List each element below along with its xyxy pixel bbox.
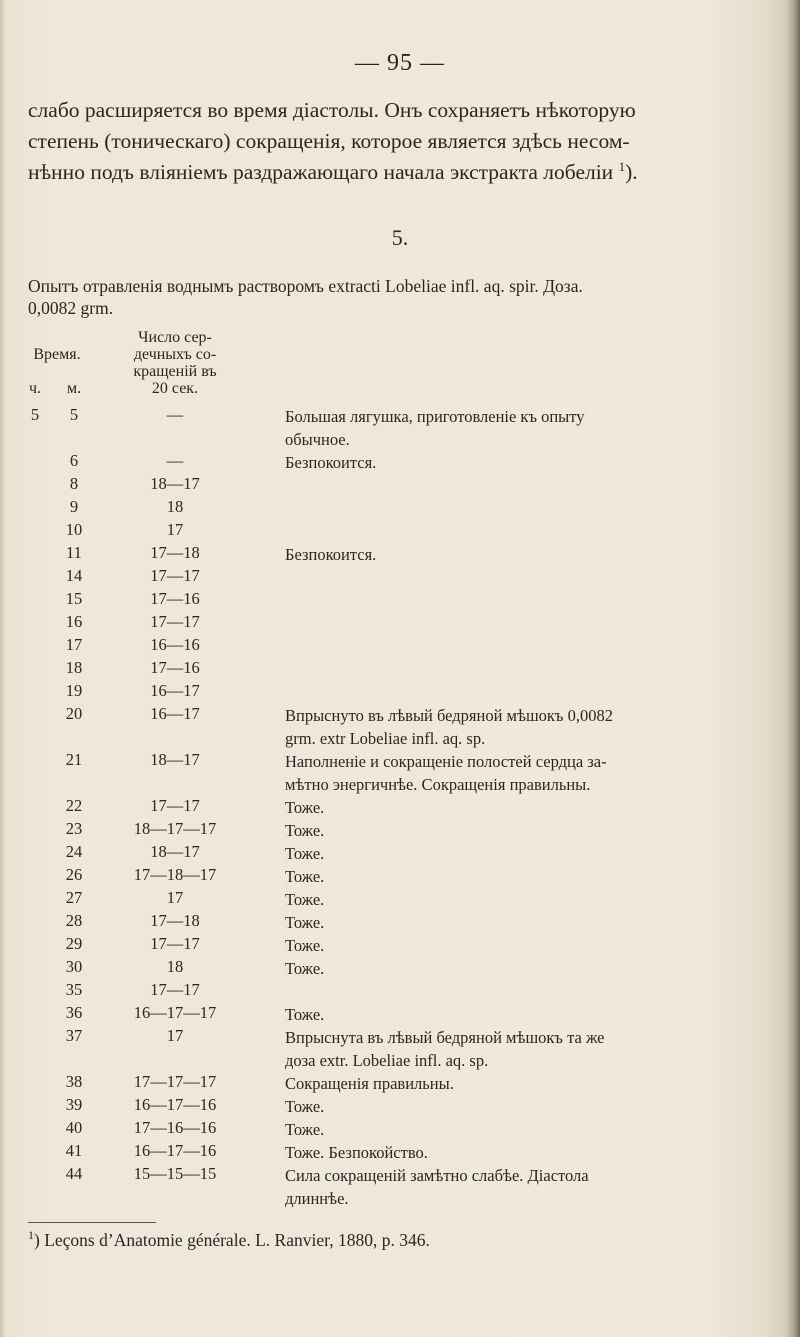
count-cell: 17—17 (150, 612, 200, 631)
count-cell: 18 (166, 957, 184, 976)
remark-cell (285, 865, 725, 888)
remark-cell (285, 1072, 725, 1095)
count-cell: 17—18 (150, 911, 200, 930)
paragraph-line-text: нѣнно подъ вліяніемъ раздражающаго начала экстракта лобеліи (28, 160, 614, 184)
minute-cell: 23 (65, 819, 83, 838)
minute-cell: 17 (65, 635, 83, 654)
minute-cell: 22 (65, 796, 83, 815)
remark-line: Тоже. (285, 890, 325, 909)
table-row (0, 635, 800, 658)
remark-line: Большая лягушка, приготовленіе къ опыту (285, 407, 585, 426)
minute-cell: 28 (65, 911, 83, 930)
count-header-line: Число сер- (138, 329, 212, 346)
remark-line: Безпокоится. (285, 545, 377, 564)
count-cell: 17—16 (150, 658, 200, 677)
count-cell: 18—17 (150, 750, 200, 769)
table-row (0, 658, 800, 681)
count-header-line: 20 сек. (151, 380, 199, 397)
table-row (0, 589, 800, 612)
table-row (0, 911, 800, 934)
remark-cell (285, 796, 725, 819)
minute-cell: 40 (65, 1118, 83, 1137)
remark-line: доза extr. Lobeliae infl. aq. sp. (285, 1051, 489, 1070)
count-cell: 18—17 (150, 474, 200, 493)
minute-cell: 8 (69, 474, 79, 493)
remark-cell (285, 1003, 725, 1026)
minute-cell: 29 (65, 934, 83, 953)
minute-cell: 35 (65, 980, 83, 999)
count-cell: 17—17 (150, 796, 200, 815)
count-cell: — (166, 405, 184, 424)
remark-cell (285, 957, 725, 980)
remark-line: grm. extr Lobeliae infl. aq. sp. (285, 729, 486, 748)
footnote (28, 1230, 728, 1251)
remark-cell (285, 1164, 725, 1210)
remark-line: обычное. (285, 430, 350, 449)
count-cell: 16—17 (150, 681, 200, 700)
minute-cell: 10 (65, 520, 83, 539)
remark-cell (285, 451, 725, 474)
remark-line: длиннѣе. (285, 1189, 349, 1208)
body-paragraph (28, 95, 728, 188)
count-cell: — (166, 451, 184, 470)
page-number: — 95 — (355, 50, 445, 76)
minute-cell: 18 (65, 658, 83, 677)
table-row (0, 796, 800, 819)
remark-line: Тоже. (285, 1097, 325, 1116)
remark-line: Тоже. (285, 844, 325, 863)
minute-cell: 16 (65, 612, 83, 631)
minute-cell: 9 (69, 497, 79, 516)
remark-line: Тоже. (285, 867, 325, 886)
time-column-header: Время. (33, 346, 81, 363)
remark-line: Сила сокращеній замѣтно слабѣе. Діастола (285, 1166, 589, 1185)
minute-cell: 30 (65, 957, 83, 976)
count-cell: 18—17 (150, 842, 200, 861)
minute-cell: 36 (65, 1003, 83, 1022)
footnote-rule (28, 1222, 156, 1223)
count-cell: 17 (166, 520, 184, 539)
minute-cell: 39 (65, 1095, 83, 1114)
table-row (0, 474, 800, 497)
count-cell: 16—16 (150, 635, 200, 654)
minute-cell: 19 (65, 681, 83, 700)
table-row (0, 497, 800, 520)
count-cell: 17—16 (150, 589, 200, 608)
remark-line: Наполненіе и сокращеніе полостей сердца за- (285, 752, 607, 771)
table-row (0, 520, 800, 543)
section-number: 5. (391, 225, 409, 250)
minute-cell: 15 (65, 589, 83, 608)
remark-line: Тоже. (285, 1120, 325, 1139)
remark-cell (285, 911, 725, 934)
count-cell: 16—17—17 (133, 1003, 217, 1022)
remark-cell (285, 819, 725, 842)
remark-line: Тоже. (285, 959, 325, 978)
table-row (0, 405, 800, 451)
footnote-mark-paren: ) (34, 1230, 45, 1250)
remark-line: Тоже. (285, 936, 325, 955)
minute-cell: 27 (65, 888, 83, 907)
minute-cell: 6 (69, 451, 79, 470)
intro-line: 0,0082 grm. (28, 298, 114, 318)
remark-cell (285, 750, 725, 796)
paragraph-line: степень (тоническаго) сокращенія, которое является здѣсь несом- (28, 129, 630, 153)
remark-line: Тоже. Безпокойство. (285, 1143, 428, 1162)
table-row (0, 681, 800, 704)
hour-cell: 5 (30, 405, 40, 424)
minute-cell: 44 (65, 1164, 83, 1183)
table-row (0, 543, 800, 566)
table-row (0, 888, 800, 911)
table-row (0, 1072, 800, 1095)
count-cell: 17 (166, 1026, 184, 1045)
remark-line: Тоже. (285, 913, 325, 932)
table-row (0, 451, 800, 474)
count-cell: 17 (166, 888, 184, 907)
count-cell: 17—17 (150, 980, 200, 999)
remark-line: Впрыснута въ лѣвый бедряной мѣшокъ та же (285, 1028, 605, 1047)
table-row (0, 566, 800, 589)
remark-cell (285, 704, 725, 750)
remark-line: Тоже. (285, 821, 325, 840)
remark-line: Тоже. (285, 1005, 325, 1024)
remark-cell (285, 842, 725, 865)
table-row (0, 612, 800, 635)
count-header-line: кращеній въ (133, 363, 217, 380)
minute-cell: 24 (65, 842, 83, 861)
count-header-line: дечныхъ со- (133, 346, 217, 363)
remark-cell (285, 934, 725, 957)
remark-cell (285, 1118, 725, 1141)
count-cell: 17—16—16 (133, 1118, 217, 1137)
remark-line: Безпокоится. (285, 453, 377, 472)
remark-line: Сокращенія правильны. (285, 1074, 454, 1093)
table-row (0, 1026, 800, 1072)
count-cell: 18 (166, 497, 184, 516)
minute-cell: 20 (65, 704, 83, 723)
table-row (0, 819, 800, 842)
minute-cell: 38 (65, 1072, 83, 1091)
hours-subheader: ч. (28, 380, 42, 397)
table-row (0, 842, 800, 865)
remark-cell (285, 543, 725, 566)
table-row (0, 980, 800, 1003)
experiment-intro (28, 275, 748, 319)
remark-cell (285, 405, 725, 451)
count-cell: 16—17—16 (133, 1095, 217, 1114)
remark-line: мѣтно энергичнѣе. Сокращенія правильны. (285, 775, 591, 794)
count-column-header (110, 329, 240, 397)
table-row (0, 957, 800, 980)
observation-table (0, 405, 800, 1210)
table-row (0, 1003, 800, 1026)
paragraph-line-last (28, 157, 728, 188)
remark-cell (285, 1095, 725, 1118)
paragraph-line: слабо расширяется во время діастолы. Онъ сохраняетъ нѣкоторую (28, 98, 636, 122)
table-row (0, 1118, 800, 1141)
count-cell: 16—17 (150, 704, 200, 723)
count-cell: 17—18 (150, 543, 200, 562)
table-row (0, 750, 800, 796)
paragraph-line-end: ). (625, 160, 638, 184)
intro-line: Опытъ отравленія воднымъ растворомъ extracti Lobeliae infl. aq. spir. Доза. (28, 276, 583, 296)
footnote-text: Leçons d’Anatomie générale. L. Ranvier, 1880, p. 346. (44, 1230, 430, 1250)
count-cell: 17—17 (150, 566, 200, 585)
table-row (0, 704, 800, 750)
remark-cell (285, 1026, 725, 1072)
count-cell: 17—17—17 (133, 1072, 217, 1091)
count-cell: 17—18—17 (133, 865, 217, 884)
footnote-reference: 1 (618, 158, 626, 174)
remark-line: Впрыснуто въ лѣвый бедряной мѣшокъ 0,0082 (285, 706, 613, 725)
table-row (0, 1164, 800, 1210)
minute-cell: 14 (65, 566, 83, 585)
table-row (0, 1095, 800, 1118)
minute-cell: 5 (69, 405, 79, 424)
remark-cell (285, 888, 725, 911)
remark-line: Тоже. (285, 798, 325, 817)
count-cell: 17—17 (150, 934, 200, 953)
footnote-mark: 1 (28, 1228, 34, 1243)
minute-cell: 37 (65, 1026, 83, 1045)
count-cell: 18—17—17 (133, 819, 217, 838)
table-row (0, 934, 800, 957)
minute-cell: 11 (66, 543, 82, 562)
count-cell: 15—15—15 (133, 1164, 217, 1183)
minute-cell: 21 (65, 750, 83, 769)
minute-cell: 26 (65, 865, 83, 884)
count-cell: 16—17—16 (133, 1141, 217, 1160)
table-row (0, 865, 800, 888)
minute-cell: 41 (65, 1141, 83, 1160)
remark-cell (285, 1141, 725, 1164)
minutes-subheader: м. (66, 380, 82, 397)
table-row (0, 1141, 800, 1164)
